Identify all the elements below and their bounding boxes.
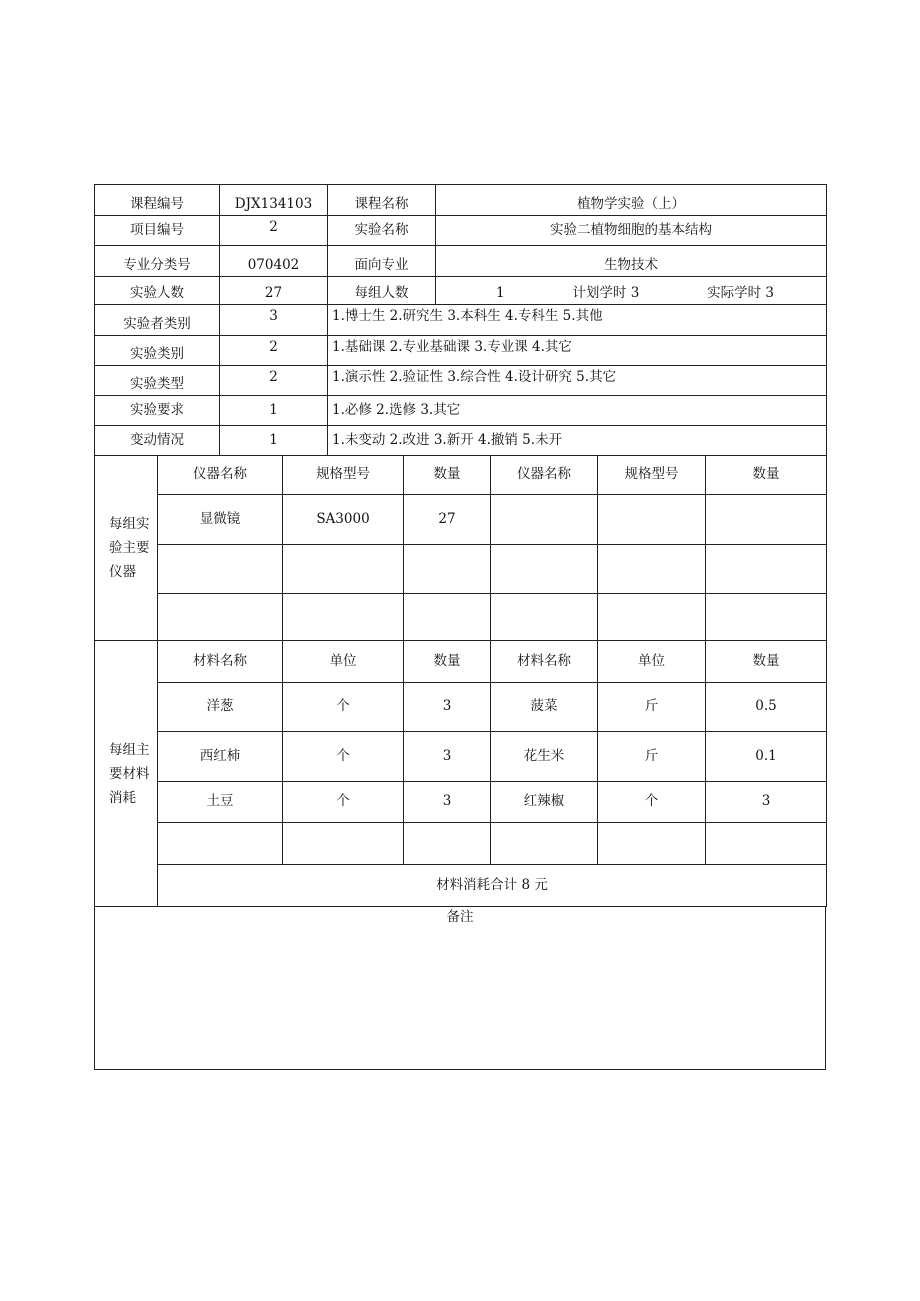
- course-name-label: 课程名称: [328, 185, 436, 216]
- table-cell: 显微镜: [158, 495, 283, 545]
- course-code: DJX134103: [220, 185, 328, 216]
- table-cell: 个: [598, 782, 706, 823]
- table-cell: [158, 545, 283, 594]
- table-cell: 3: [404, 782, 491, 823]
- change-options: 1.未变动 2.改进 3.新开 4.撤销 5.未开: [328, 426, 827, 456]
- materials-header: 数量: [404, 641, 491, 683]
- experiment-name-label: 实验名称: [328, 216, 436, 246]
- table-row: [95, 545, 827, 594]
- table-cell: 27: [404, 495, 491, 545]
- hours-cell: [436, 277, 827, 305]
- table-row: [95, 683, 827, 732]
- table-cell: [283, 823, 404, 865]
- instruments-header: 仪器名称: [158, 456, 283, 495]
- materials-header: 单位: [598, 641, 706, 683]
- planned-hours: 计划学时 3: [572, 285, 640, 302]
- table-cell: [404, 594, 491, 641]
- resources-table: [94, 455, 827, 907]
- table-cell: 3: [706, 782, 827, 823]
- table-cell: [491, 545, 598, 594]
- materials-header: 材料名称: [158, 641, 283, 683]
- table-cell: SA3000: [283, 495, 404, 545]
- table-cell: [158, 594, 283, 641]
- requirement-options: 1.必修 2.选修 3.其它: [328, 396, 827, 426]
- actual-hours: 实际学时 3: [707, 285, 774, 302]
- table-cell: 土豆: [158, 782, 283, 823]
- instruments-header: 规格型号: [283, 456, 404, 495]
- table-cell: [706, 594, 827, 641]
- experiment-category-options: 1.基础课 2.专业基础课 3.专业课 4.其它: [328, 336, 827, 366]
- table-cell: 0.5: [706, 683, 827, 732]
- table-cell: [706, 545, 827, 594]
- target-major-label: 面向专业: [328, 246, 436, 277]
- info-table: [94, 184, 827, 305]
- experiment-name: 实验二植物细胞的基本结构: [436, 216, 827, 246]
- instruments-header: 数量: [404, 456, 491, 495]
- table-cell: [706, 823, 827, 865]
- table-cell: 3: [404, 732, 491, 782]
- remarks-label: 备注: [95, 907, 826, 1070]
- table-cell: [598, 823, 706, 865]
- experimenter-type-options: 1.博士生 2.研究生 3.本科生 4.专科生 5.其他: [328, 305, 827, 336]
- table-cell: 0.1: [706, 732, 827, 782]
- major-code: 070402: [220, 246, 328, 277]
- table-row: [95, 495, 827, 545]
- options-table: [94, 304, 827, 456]
- group-size-label: 每组人数: [328, 277, 436, 305]
- course-name: 植物学实验（上）: [436, 185, 827, 216]
- table-cell: 3: [404, 683, 491, 732]
- instruments-header: 仪器名称: [491, 456, 598, 495]
- table-row: [95, 782, 827, 823]
- target-major: 生物技术: [436, 246, 827, 277]
- experiment-category-label: 实验类别: [95, 336, 220, 366]
- change: 1: [220, 426, 328, 456]
- table-cell: 西红柿: [158, 732, 283, 782]
- table-cell: [404, 545, 491, 594]
- table-cell: [283, 545, 404, 594]
- experiment-kind-label: 实验类型: [95, 366, 220, 396]
- instruments-section-label: 每组实验主要仪器: [95, 456, 158, 641]
- instruments-header: 规格型号: [598, 456, 706, 495]
- table-row: [95, 823, 827, 865]
- table-cell: [404, 823, 491, 865]
- materials-total: 材料消耗合计 8 元: [158, 865, 827, 907]
- requirement-label: 实验要求: [95, 396, 220, 426]
- table-cell: [706, 495, 827, 545]
- table-cell: [491, 495, 598, 545]
- table-cell: 红辣椒: [491, 782, 598, 823]
- table-cell: 花生米: [491, 732, 598, 782]
- materials-header: 材料名称: [491, 641, 598, 683]
- materials-section-label: 每组主要材料消耗: [95, 641, 158, 907]
- table-cell: 个: [283, 683, 404, 732]
- experiment-kind-options: 1.演示性 2.验证性 3.综合性 4.设计研究 5.其它: [328, 366, 827, 396]
- experimenter-type: 3: [220, 305, 328, 336]
- table-cell: 斤: [598, 732, 706, 782]
- table-cell: 洋葱: [158, 683, 283, 732]
- table-row: [95, 732, 827, 782]
- materials-header: 数量: [706, 641, 827, 683]
- participants: 27: [220, 277, 328, 305]
- instruments-header: 数量: [706, 456, 827, 495]
- table-cell: 个: [283, 732, 404, 782]
- experiment-form: [94, 184, 826, 1070]
- table-cell: 斤: [598, 683, 706, 732]
- participants-label: 实验人数: [95, 277, 220, 305]
- experiment-category: 2: [220, 336, 328, 366]
- experiment-kind: 2: [220, 366, 328, 396]
- table-cell: [158, 823, 283, 865]
- table-row: [95, 594, 827, 641]
- major-code-label: 专业分类号: [95, 246, 220, 277]
- table-cell: 菠菜: [491, 683, 598, 732]
- materials-header: 单位: [283, 641, 404, 683]
- requirement: 1: [220, 396, 328, 426]
- project-code: 2: [220, 216, 328, 246]
- course-code-label: 课程编号: [95, 185, 220, 216]
- project-code-label: 项目编号: [95, 216, 220, 246]
- change-label: 变动情况: [95, 426, 220, 456]
- table-cell: [598, 545, 706, 594]
- table-cell: [491, 594, 598, 641]
- table-cell: [491, 823, 598, 865]
- experimenter-type-label: 实验者类别: [95, 305, 220, 336]
- table-cell: [283, 594, 404, 641]
- table-cell: [598, 594, 706, 641]
- table-cell: [598, 495, 706, 545]
- group-size: 1: [496, 285, 505, 302]
- remarks-table: [94, 906, 826, 1070]
- table-cell: 个: [283, 782, 404, 823]
